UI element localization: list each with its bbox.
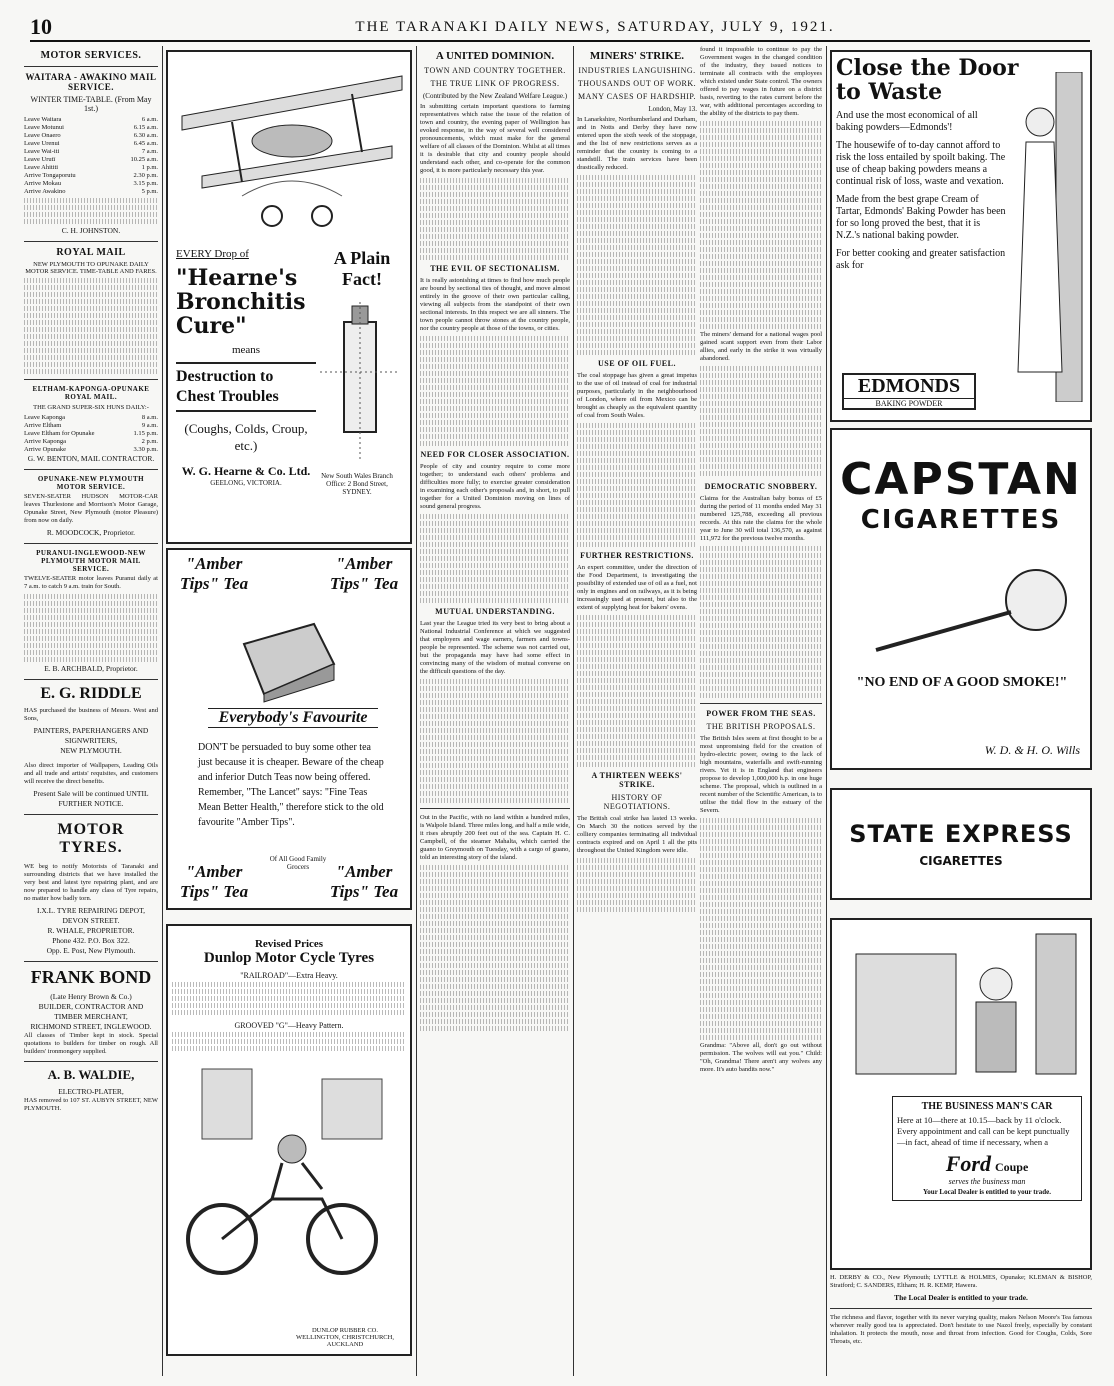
article-sub: TOWN AND COUNTRY TOGETHER. [424,66,566,75]
section-heading: FURTHER RESTRICTIONS. [580,551,694,560]
masthead-title: THE TARANAKI DAILY NEWS, SATURDAY, JULY 9, 1921. [355,18,835,35]
ford-serves: serves the business man [948,1177,1026,1186]
timetable-row: Leave Ahititi 1 p.m. [24,164,158,171]
opunake-heading: OPUNAKE-NEW PLYMOUTH MOTOR SERVICE. [37,475,145,491]
article-paragraph: The British Isles seem at first thought to be a most unpromising field for the creation of hydro-electric power, owing to the lack of high mountains, waterfalls and swift-running rivers. Yet it is in England that engineers propose to develop 1,000,000 h.p. in one huge scheme. The proposal, which is outlined in a recent number of the Scientific American, is to utilise the tidal flow in the estuary of the Severn. [700,735,822,814]
amber-favourite: Everybody's Favourite [208,708,378,728]
dunlop-ad [166,924,412,1356]
eltham-row: Arrive Kaponga 2 p.m. [24,438,158,445]
state-express-ad [830,788,1092,900]
article-sub: THOUSANDS OUT OF WORK. [577,79,697,88]
hearne-ills: (Coughs, Colds, Croup, etc.) [184,421,308,453]
bottle-illustration [320,302,400,462]
timetable-row: Arrive Awakino 5 p.m. [24,188,158,195]
footer-ads: The richness and flavor, together with its never varying quality, makes Nelson Moore's Tea famous wherever really good tea is appreciated. Don't hesitate to use Nazol freely, especially by constant inhalation. It protects the mouth, nose and throat from infection. Good for Coughs, Colds, Sore Throats, etc. [830,1314,1092,1345]
capstan-sub: CIGARETTES [860,505,1062,535]
motor-services-heading: MOTOR SERVICES. [40,50,142,61]
woman-at-door-illustration [1016,72,1086,402]
hearne-destruction: Destruction to Chest Troubles [176,362,316,412]
section-sub: HISTORY OF NEGOTIATIONS. [603,793,671,811]
article-heading: A UNITED DOMINION. [435,50,555,62]
eltham-heading: ELTHAM-KAPONGA-OPUNAKE ROYAL MAIL. [32,385,150,401]
section-heading: MUTUAL UNDERSTANDING. [435,607,555,616]
article-paragraph: Claims for the Australian baby bonus of £5 during the period of 11 months ended May 31 numbered 125,788, exceeding all previous records. At this rate the claims for the whole year to June 30 will total 136,570, as against 111,972 for the previous twelve months. [700,495,822,542]
timetable [24,116,158,196]
tyres-firm: I.X.L. TYRE REPAIRING DEPOT, DEVON STREET. [37,906,145,925]
waldie-trade: ELECTRO-PLATER, [58,1087,124,1096]
dunlop-footer: DUNLOP RUBBER CO. WELLINGTON, CHRISTCHURCH, AUCKLAND [296,1327,394,1348]
opunake-text: SEVEN-SEATER HUDSON MOTOR-CAR leaves Thurlestone and Morrison's Motor Garage, Opunake Street, New Plymouth (motor Pleasure) from now on daily. [24,493,158,524]
timetable-row: Leave Motunui 6.15 a.m. [24,124,158,131]
service-sub: WINTER TIME-TABLE. (From May 1st.) [30,95,152,113]
biplane-illustration [172,56,408,236]
article-paragraph: In submitting certain important questions to farming representatives which raise the issue of the relation of town and country, the evening paper of Wellington has evoked response, in the way of several well considered pronouncements, which must make for the general welfare of all classes of the Dominion. Whilst at all times it is desirable that city and country people should understand each other, and co-operate for the common good, it is more particularly necessary this year. [420,103,570,174]
section-heading: DEMOCRATIC SNOBBERY. [704,482,818,491]
article-paragraph: The coal stoppage has given a great impetus to the use of oil instead of coal for industrial purposes, particularly in the neighbourhood of London, where oil from Mexico can be brought as cheaply as the equivalent quantity of coal from South Wales. [577,372,697,419]
signoff: C. H. JOHNSTON. [61,226,121,235]
amber-grocers: Of All Good Family Grocers [269,855,327,871]
hearne-nsw: New South Wales Branch Office: 2 Bond Street, SYDNEY. [321,472,393,496]
eltham-row: Arrive Opunake 3.30 p.m. [24,446,158,453]
ford-logo: Ford Coupe [945,1151,1029,1176]
timetable-row: Leave Waitara 6 a.m. [24,116,158,123]
riddle-town: NEW PLYMOUTH. [60,746,122,755]
amber-logo: "Amber Tips" Tea [329,862,399,901]
article-credit: (Contributed by the New Zealand Welfare League.) [422,92,568,100]
article-sub: THE TRUE LINK OF PROGRESS. [430,79,560,88]
riddle-extra: Also direct importer of Wallpapers, Leading Oils and all trade and artists' requisites, and customers will receive the direct benefits. [24,762,158,785]
article-paragraph: The miners' demand for a national wages pool gained scant support even from their Labor allies, and early in the strike it was virtually abandoned. [700,331,822,362]
amber-tips-ad [166,548,412,910]
service-title: WAITARA - AWAKINO MAIL SERVICE. [25,72,157,92]
tyres-addr: Opp. E. Post, New Plymouth. [46,946,136,955]
ford-copy-box [892,1096,1082,1201]
column-3 [420,46,570,1376]
timetable-row: Arrive Tongaporutu 2.30 p.m. [24,172,158,179]
timetable-row: Leave Urutī 10.25 a.m. [24,156,158,163]
amber-logo: "Amber Tips" Tea [329,554,399,593]
column-5 [700,46,822,1376]
eltham-row: Leave Eltham for Opunake 1.15 p.m. [24,430,158,437]
tyres-heading: MOTOR TYRES. [57,821,125,856]
column-rule [416,46,417,1376]
timetable-row: Leave Urenui 6.45 a.m. [24,140,158,147]
dunlop-grooved: GROOVED "G"—Heavy Pattern. [234,1021,344,1030]
capstan-ad [830,428,1092,770]
riddle-name: E. G. RIDDLE [40,685,142,702]
frank-name: FRANK BOND [30,967,152,987]
riddle-text: HAS purchased the business of Messrs. West and Sons, [24,707,158,722]
edmonds-copy: For better cooking and greater satisfaction ask for [836,248,1006,271]
ford-dealer-note: Your Local Dealer is entitled to your trade. [923,1188,1051,1196]
edmonds-copy: Made from the best grape Cream of Tartar, Edmonds' Baking Powder has been for so long proved the best, that it is N.Z.'s national baking powder. [836,194,1006,241]
dateline: London, May 13. [648,105,697,113]
frank-sub: (Late Henry Brown & Co.) [50,992,132,1001]
hearne-firm: W. G. Hearne & Co. Ltd. [181,464,311,478]
tyres-phone: Phone 432. P.O. Box 322. [52,936,130,945]
page-number: 10 [30,14,52,39]
edmonds-headline: to Waste [836,79,943,105]
article-paragraph: An expert committee, under the direction of the Food Department, is investigating the possibility of extended use of oil as a fuel, not only in engines and on railways, as it is being increasingly used at present, but also to the extent of supplying heat for bakers' ovens. [577,564,697,611]
ford-dealer-footer: The Local Dealer is entitled to your trade. [894,1293,1028,1302]
signoff: G. W. BENTON, MAIL CONTRACTOR. [27,454,155,463]
section-heading: A THIRTEEN WEEKS' STRIKE. [591,771,683,789]
puranui-heading: PURANUI-INGLEWOOD-NEW PLYMOUTH MOTOR MAIL SERVICE. [36,549,146,573]
smoker-illustration [836,550,1086,660]
ford-illustration [836,924,1086,1094]
section-heading: USE OF OIL FUEL. [598,359,676,368]
article-paragraph: In Lanarkshire, Northumberland and Durham, and in Notts and Derby they have now entered upon the sixth week of the stoppage, and the list of new restrictions serves as a reminder that the country is coming to a standstill. The train services have been drastically reduced. [577,116,697,171]
article-paragraph: The British coal strike has lasted 13 weeks. On March 30 the notices served by the colliery companies terminating all individual contracts expired and on April 1 all the pits throughout the United Kingdom were idle. [577,815,697,854]
amber-copy: DON'T be persuaded to buy some other tea just because it is cheaper. Beware of the cheap and inferior Dutch Teas now being offered. Remember, "The Lancet" says: "Fine Teas Mean Better Health," therefore stick to the old favourite "Amber Tips". [198,742,384,828]
capstan-signature: W. D. & H. O. Wills [984,743,1080,757]
timetable-row: Leave Wai-iti 7 a.m. [24,148,158,155]
state-express-logo: STATE EXPRESS [849,820,1073,848]
tyres-prop: R. WHALE, PROPRIETOR. [47,926,135,935]
hearne-means: means [231,344,261,356]
hearne-every: EVERY Drop of [176,248,249,260]
article-paragraph: Grandma: "Above all, don't go out without permission. The wolves will eat you." Child: "Oh, Grandma! There aren't any wolves any more. It's auto bandits now." [700,1042,822,1073]
puranui-text: TWELVE-SEATER motor leaves Puranui daily at 7 a.m. to catch 9 a.m. train for South. [24,575,158,590]
section-heading: POWER FROM THE SEAS. [706,709,816,718]
state-express-sub: CIGARETTES [919,854,1003,868]
article-heading: MINERS' STRIKE. [589,50,685,62]
dunlop-railroad: "RAILROAD"—Extra Heavy. [240,971,338,980]
dunlop-revised: Revised Prices [254,938,324,950]
waldie-name: A. B. WALDIE, [47,1067,135,1082]
tyres-text: WE beg to notify Motorists of Taranaki and surrounding districts that we have installed the very best and latest tyre repairing plant, and are now prepared to handle any class of Tyre repairs, no matter how badly torn. [24,863,158,902]
column-rule [162,46,163,1376]
edmonds-headline: Close the Door [836,55,1019,81]
eltham-sub: THE GRAND SUPER-SIX HUNS DAILY:- [33,404,149,411]
column-4 [577,46,697,1376]
section-heading: NEED FOR CLOSER ASSOCIATION. [420,450,570,459]
hearne-product: "Hearne's Bronchitis Cure" [176,265,306,339]
royal-mail-sub: NEW PLYMOUTH TO OPUNAKE DAILY MOTOR SERVICE. TIME-TABLE AND FARES. [25,261,157,275]
article-paragraph: found it impossible to continue to pay the Government wages in the changed condition of the industry, they issued notices to terminate all contracts with the employees which existed under State control. The owners offered to pay wages in future on a district basis, reverting to the rates current before the war, with additional percentages according to the ability of the districts to pay them. [700,46,822,117]
eltham-row: Leave Kaponga 8 a.m. [24,414,158,421]
capstan-tagline: "NO END OF A GOOD SMOKE!" [856,675,1068,690]
article-paragraph: Last year the League tried its very best to bring about a National Industrial Conference at which we suggested that employers and wage earners, farmers and towns-people be represented. The scheme was not carried out, but the propaganda may have had some effect in convincing many of the wisdom of mutual converse on the difficult questions of the day. [420,620,570,675]
column-6 [830,46,1092,1376]
edmonds-ad [830,50,1092,422]
hearne-ad [166,50,412,544]
frank-addr: RICHMOND STREET, INGLEWOOD. [30,1022,152,1031]
ford-ad [830,918,1092,1270]
motorcycle-illustration [172,1059,402,1289]
hearne-town: GEELONG, VICTORIA. [210,479,282,487]
capstan-logo: CAPSTAN [840,454,1082,505]
riddle-notice: Present Sale will be continued UNTIL FURTHER NOTICE. [33,789,149,808]
eltham-row: Arrive Eltham 9 a.m. [24,422,158,429]
column-2 [166,46,412,1376]
edmonds-copy: The housewife of to-day cannot afford to risk the loss entailed by spoilt baking. The use of cheap baking powders means a continual risk of loss, waste and vexation. [836,140,1006,187]
article-paragraph: People of city and country require to come more together; to understand each others' problems and difficulties more fully; to exercise greater consideration in examining each other's proposals and, in short, to pull together for a United Dominion moving on lines of sound general progress. [420,463,570,510]
column-1 [24,46,158,1376]
riddle-trade: PAINTERS, PAPERHANGERS AND SIGNWRITERS, [33,726,149,745]
section-sub: THE BRITISH PROPOSALS. [706,722,816,731]
ford-dealers: H. DERBY & CO., New Plymouth; LYTTLE & HOLMES, Opunake; KLEMAN & BISHOP, Stratford; C. SANDERS, Eltham; H. R. KEMP, Hawera. [830,1274,1092,1289]
frank-text: All classes of Timber kept in stock. Special quotations to builders for timber on rough. All builders' ironmongery supplied. [24,1032,158,1055]
article-sub: INDUSTRIES LANGUISHING. [578,66,696,75]
royal-mail-heading: ROYAL MAIL [56,247,126,258]
ford-copy: Here at 10—there at 10.15—back by 11 o'clock. Every appointment and call can be kept punctually—in fact, ahead of time if necessary, when a [897,1115,1070,1147]
hearne-plain-fact: A Plain Fact! [333,248,391,289]
edmonds-copy: And use the most economical of all baking powders—Edmonds'! [836,110,978,133]
signoff: R. MOODCOCK, Proprietor. [46,528,136,537]
timetable-row: Arrive Mokau 3.15 p.m. [24,180,158,187]
frank-trade: BUILDER, CONTRACTOR AND TIMBER MERCHANT, [38,1002,144,1021]
column-rule [826,46,827,1376]
column-rule [573,46,574,1376]
section-heading: THE EVIL OF SECTIONALISM. [430,264,560,273]
article-paragraph: Out in the Pacific, with no land within a hundred miles, is Walpole Island. Three miles long, and half a mile wide, it rises abruptly 200 feet out of the sea. Captain H. C. Campbell, of the steamer Mahalta, which carried the guano to Greymouth on Tuesday, with a cargo of guano, told an interesting story of the island. [420,814,570,861]
article-paragraph: It is really astonishing at times to find how much people are bound by sectional ties of thought, and move almost entirely in the groove of their own particular calling, viewing all subjects from the standpoint of their own sectional interests. In this respect we are all sinners. The town people cannot throw stones at the country people, nor the country people at those of the towns, or cities. [420,277,570,332]
dunlop-title: Dunlop Motor Cycle Tyres [203,950,375,966]
signoff: E. B. ARCHBALD, Proprietor. [44,664,138,673]
article-sub: MANY CASES OF HARDSHIP. [578,92,696,101]
amber-logo: "Amber Tips" Tea [179,554,249,593]
ford-headline: THE BUSINESS MAN'S CAR [921,1101,1053,1112]
timetable-row: Leave Onaero 6.30 a.m. [24,132,158,139]
masthead [30,14,1090,42]
tea-packet-illustration [234,614,344,704]
waldie-text: HAS removed to 107 ST. AUBYN STREET, NEW PLYMOUTH. [24,1097,158,1112]
edmonds-logo: EDMONDS BAKING POWDER [842,373,976,410]
amber-logo: "Amber Tips" Tea [179,862,249,901]
